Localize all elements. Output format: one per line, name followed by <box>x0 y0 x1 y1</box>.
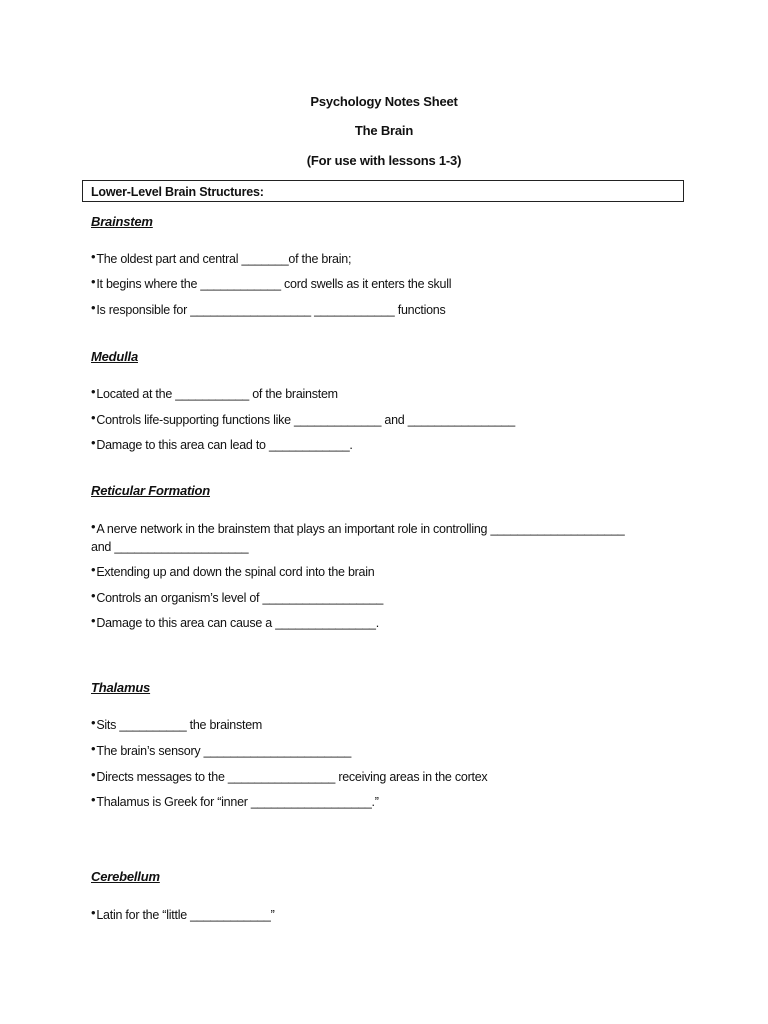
list-item-text: Directs messages to the ________________ receiving areas in the cortex <box>96 770 488 784</box>
list-item <box>91 589 681 607</box>
list-item <box>91 250 681 268</box>
list-item <box>91 385 681 403</box>
list-item-text: Damage to this area can cause a _______________. <box>96 616 379 630</box>
list-item-text: Thalamus is Greek for “inner __________________.” <box>96 795 379 809</box>
list-item-text: Sits __________ the brainstem <box>96 718 263 732</box>
bullet-icon: • <box>91 562 96 577</box>
bullet-icon: • <box>91 905 96 920</box>
bullet-icon: • <box>91 410 96 425</box>
list-item-text: Controls an organism’s level of __________________ <box>96 591 384 605</box>
bullet-icon: • <box>91 715 96 730</box>
list-item <box>91 411 681 429</box>
sheet-lesson-note: (For use with lessons 1-3) <box>306 153 462 168</box>
section-header-box <box>82 180 684 202</box>
list-item <box>91 716 681 734</box>
list-item <box>91 436 681 454</box>
heading-thalamus: Thalamus <box>91 680 151 695</box>
bullet-icon: • <box>91 435 96 450</box>
list-item <box>91 520 681 556</box>
sheet-title: Psychology Notes Sheet <box>310 94 458 109</box>
list-item-text: Extending up and down the spinal cord into the brain <box>96 565 375 579</box>
bullet-icon: • <box>91 588 96 603</box>
list-item-text: Latin for the “little ____________” <box>96 908 275 922</box>
bullet-icon: • <box>91 249 96 264</box>
list-item <box>91 793 681 811</box>
list-item-text: It begins where the ____________ cord swells as it enters the skull <box>96 277 452 291</box>
list-item-text: The oldest part and central _______of the brain; <box>96 252 352 266</box>
list-item <box>91 275 681 293</box>
bullet-icon: • <box>91 741 96 756</box>
list-item <box>91 768 681 786</box>
bullet-icon: • <box>91 792 96 807</box>
bullet-icon: • <box>91 274 96 289</box>
list-item-text: The brain’s sensory ______________________ <box>96 744 352 758</box>
list-item-text: A nerve network in the brainstem that plays an important role in controlling ____________________ <box>96 522 625 536</box>
list-item <box>91 742 681 760</box>
bullet-icon: • <box>91 384 96 399</box>
list-item-text: Located at the ___________ of the brainstem <box>96 387 338 401</box>
bullet-icon: • <box>91 613 96 628</box>
bullet-icon: • <box>91 519 96 534</box>
list-item-text: Controls life-supporting functions like _____________ and ________________ <box>96 413 515 427</box>
bullet-icon: • <box>91 767 96 782</box>
heading-brainstem: Brainstem <box>91 214 153 229</box>
sheet-subtitle: The Brain <box>354 123 414 138</box>
list-item <box>91 563 681 581</box>
list-item <box>91 614 681 632</box>
bullet-icon: • <box>91 300 96 315</box>
list-item <box>91 906 681 924</box>
section-header-label: Lower-Level Brain Structures: <box>91 185 264 199</box>
heading-cerebellum: Cerebellum <box>91 869 160 884</box>
heading-reticular-formation: Reticular Formation <box>91 483 210 498</box>
list-item-text: Damage to this area can lead to ____________. <box>96 438 353 452</box>
heading-medulla: Medulla <box>91 349 138 364</box>
list-item-continuation: and ____________________ <box>91 540 249 554</box>
list-item <box>91 301 681 319</box>
list-item-text: Is responsible for __________________ ____________ functions <box>96 303 446 317</box>
